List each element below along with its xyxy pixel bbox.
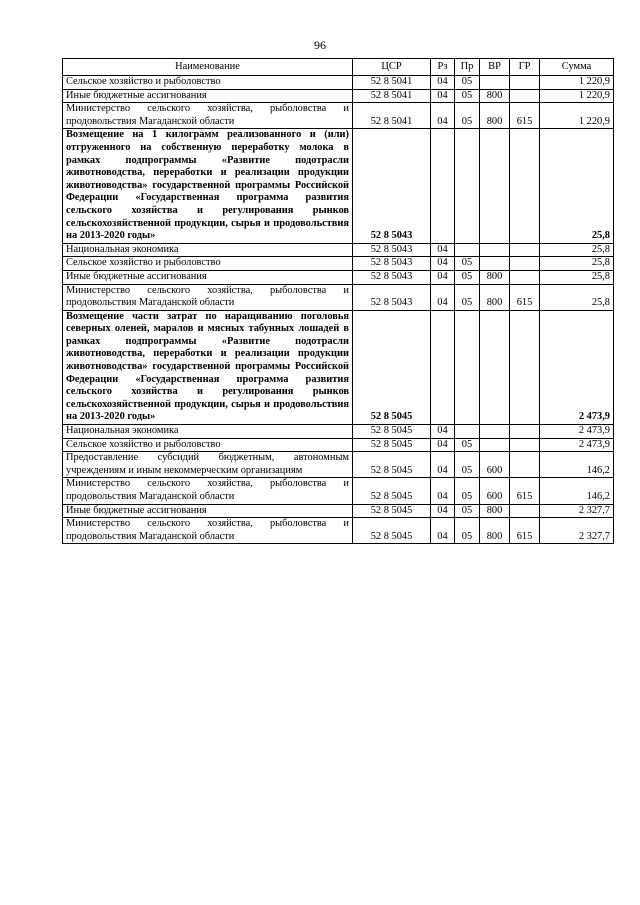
row-rz: 04 [431, 452, 455, 478]
row-name: Иные бюджетные ассигнования [63, 270, 353, 284]
row-vr [480, 257, 510, 271]
table-row [63, 129, 614, 243]
row-pr [455, 310, 480, 424]
row-csr: 52 8 5045 [353, 438, 431, 452]
row-sum: 2 473,9 [540, 438, 614, 452]
row-sum: 2 327,7 [540, 504, 614, 518]
table-row [63, 478, 614, 504]
row-pr: 05 [455, 284, 480, 310]
row-vr: 800 [480, 270, 510, 284]
row-gr: 615 [510, 103, 540, 129]
row-pr: 05 [455, 89, 480, 103]
row-csr: 52 8 5045 [353, 310, 431, 424]
table-row [63, 284, 614, 310]
table-row [63, 89, 614, 103]
row-name: Иные бюджетные ассигнования [63, 89, 353, 103]
row-name: Возмещение на 1 килограмм реализованного и (или) отгруженного на собственную переработку молока в рамках подпрограммы «Развитие подотрасли животноводства, переработки и реализации продукции животноводства» государственной программы Российской Федерации «Государственная программа развития сельского хозяйства и регулирования рынков сельскохозяйственной продукции, сырья и продовольствия на 2013-2020 годы» [63, 129, 353, 243]
row-rz [431, 310, 455, 424]
column-header-rz: Рз [431, 59, 455, 76]
row-csr: 52 8 5041 [353, 103, 431, 129]
row-vr: 800 [480, 103, 510, 129]
row-vr [480, 310, 510, 424]
row-csr: 52 8 5043 [353, 243, 431, 257]
row-sum: 25,8 [540, 284, 614, 310]
row-csr: 52 8 5045 [353, 518, 431, 544]
row-sum: 1 220,9 [540, 89, 614, 103]
row-name: Министерство сельского хозяйства, рыболовства и продовольствия Магаданской области [63, 103, 353, 129]
row-gr: 615 [510, 478, 540, 504]
row-pr [455, 425, 480, 439]
row-rz: 04 [431, 243, 455, 257]
row-vr: 600 [480, 478, 510, 504]
column-header-pr: Пр [455, 59, 480, 76]
row-name: Национальная экономика [63, 425, 353, 439]
row-gr [510, 425, 540, 439]
row-rz: 04 [431, 518, 455, 544]
row-gr [510, 504, 540, 518]
row-name: Министерство сельского хозяйства, рыболовства и продовольствия Магаданской области [63, 478, 353, 504]
row-csr: 52 8 5045 [353, 478, 431, 504]
row-rz: 04 [431, 284, 455, 310]
row-vr: 800 [480, 89, 510, 103]
row-name: Сельское хозяйство и рыболовство [63, 76, 353, 90]
row-sum: 25,8 [540, 129, 614, 243]
row-sum: 2 473,9 [540, 310, 614, 424]
row-rz: 04 [431, 438, 455, 452]
table-body [63, 76, 614, 544]
row-pr [455, 129, 480, 243]
row-vr: 800 [480, 504, 510, 518]
row-sum: 1 220,9 [540, 103, 614, 129]
row-rz [431, 129, 455, 243]
row-sum: 146,2 [540, 478, 614, 504]
row-name: Министерство сельского хозяйства, рыболовства и продовольствия Магаданской области [63, 284, 353, 310]
row-gr: 615 [510, 518, 540, 544]
row-sum: 25,8 [540, 257, 614, 271]
row-name: Возмещение части затрат по наращиванию поголовья северных оленей, маралов и мясных табунных лошадей в рамках подпрограммы «Развитие подотрасли животноводства, переработки и реализации продукции животноводства» государственной программы Российской Федерации «Государственная программа развития сельского хозяйства и регулирования рынков сельскохозяйственной продукции, сырья и продовольствия на 2013-2020 годы» [63, 310, 353, 424]
row-csr: 52 8 5041 [353, 89, 431, 103]
row-rz: 04 [431, 257, 455, 271]
row-pr: 05 [455, 103, 480, 129]
row-sum: 25,8 [540, 270, 614, 284]
row-vr [480, 76, 510, 90]
row-vr: 800 [480, 518, 510, 544]
table-row [63, 270, 614, 284]
row-csr: 52 8 5045 [353, 425, 431, 439]
row-vr [480, 425, 510, 439]
row-sum: 25,8 [540, 243, 614, 257]
row-vr [480, 438, 510, 452]
row-vr [480, 129, 510, 243]
row-sum: 2 473,9 [540, 425, 614, 439]
row-gr [510, 76, 540, 90]
row-vr: 600 [480, 452, 510, 478]
row-pr: 05 [455, 270, 480, 284]
row-pr: 05 [455, 257, 480, 271]
row-gr [510, 257, 540, 271]
row-name: Сельское хозяйство и рыболовство [63, 257, 353, 271]
row-gr [510, 270, 540, 284]
row-name: Сельское хозяйство и рыболовство [63, 438, 353, 452]
row-name: Иные бюджетные ассигнования [63, 504, 353, 518]
row-rz: 04 [431, 425, 455, 439]
column-header-vr: ВР [480, 59, 510, 76]
row-csr: 52 8 5043 [353, 270, 431, 284]
row-rz: 04 [431, 89, 455, 103]
row-gr: 615 [510, 284, 540, 310]
row-gr [510, 129, 540, 243]
row-pr: 05 [455, 76, 480, 90]
row-gr [510, 243, 540, 257]
row-rz: 04 [431, 478, 455, 504]
table-row [63, 425, 614, 439]
column-header-sum: Сумма [540, 59, 614, 76]
row-pr: 05 [455, 452, 480, 478]
row-rz: 04 [431, 76, 455, 90]
row-csr: 52 8 5043 [353, 129, 431, 243]
row-csr: 52 8 5041 [353, 76, 431, 90]
row-csr: 52 8 5043 [353, 257, 431, 271]
table-row [63, 504, 614, 518]
column-header-csr: ЦСР [353, 59, 431, 76]
row-name: Министерство сельского хозяйства, рыболовства и продовольствия Магаданской области [63, 518, 353, 544]
row-gr [510, 89, 540, 103]
budget-table [62, 58, 614, 544]
row-vr [480, 243, 510, 257]
row-sum: 2 327,7 [540, 518, 614, 544]
row-vr: 800 [480, 284, 510, 310]
row-rz: 04 [431, 504, 455, 518]
row-sum: 1 220,9 [540, 76, 614, 90]
table-row [63, 310, 614, 424]
page-number: 96 [314, 38, 326, 52]
table-row [63, 438, 614, 452]
row-name: Национальная экономика [63, 243, 353, 257]
table-row [63, 76, 614, 90]
table-row [63, 103, 614, 129]
row-sum: 146,2 [540, 452, 614, 478]
row-rz: 04 [431, 270, 455, 284]
table-row [63, 257, 614, 271]
row-pr [455, 243, 480, 257]
row-csr: 52 8 5043 [353, 284, 431, 310]
row-csr: 52 8 5045 [353, 504, 431, 518]
column-header-gr: ГР [510, 59, 540, 76]
table-row [63, 452, 614, 478]
table-header-row [63, 59, 614, 76]
row-pr: 05 [455, 504, 480, 518]
column-header-name: Наименование [63, 59, 353, 76]
row-rz: 04 [431, 103, 455, 129]
row-name: Предоставление субсидий бюджетным, автономным учреждениям и иным некоммерческим организациям [63, 452, 353, 478]
table-row [63, 243, 614, 257]
row-pr: 05 [455, 438, 480, 452]
row-pr: 05 [455, 478, 480, 504]
row-csr: 52 8 5045 [353, 452, 431, 478]
table-row [63, 518, 614, 544]
row-pr: 05 [455, 518, 480, 544]
row-gr [510, 438, 540, 452]
row-gr [510, 310, 540, 424]
row-gr [510, 452, 540, 478]
